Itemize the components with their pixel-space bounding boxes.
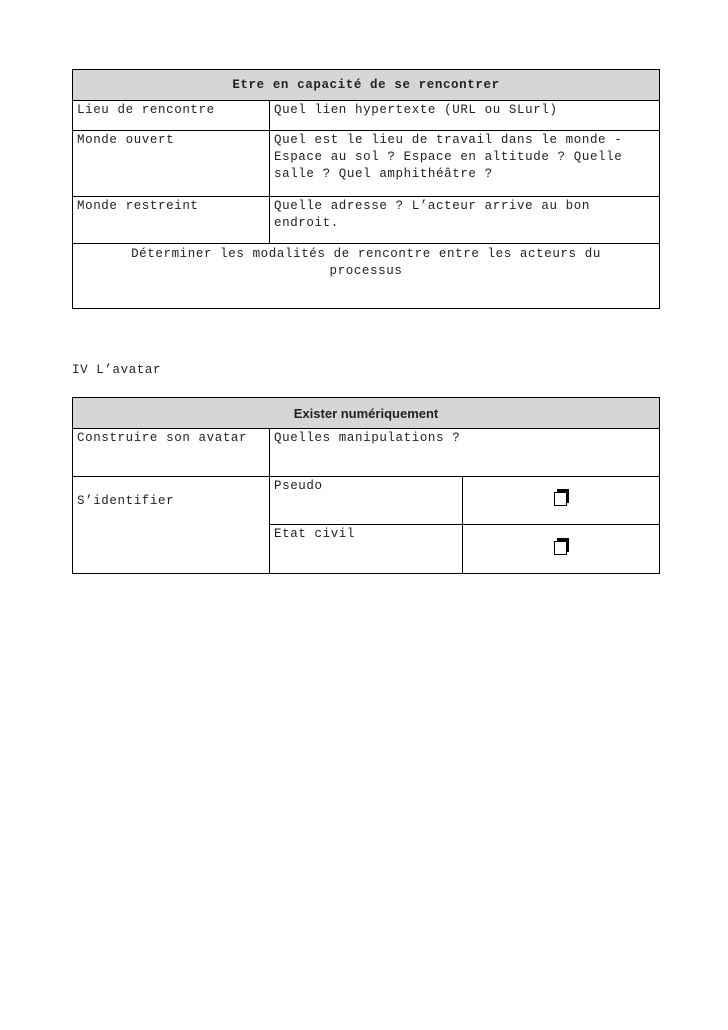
meeting-place-value: Quel lien hypertexte (URL ou SLurl) <box>270 101 660 131</box>
civil-status-label: Etat civil <box>270 525 463 574</box>
restricted-world-value: Quelle adresse ? L’acteur arrive au bon endroit. <box>270 197 660 244</box>
meeting-place-label: Lieu de rencontre <box>73 101 270 131</box>
open-world-label: Monde ouvert <box>73 131 270 197</box>
meeting-table <box>72 69 660 309</box>
checkbox-icon[interactable] <box>554 538 569 555</box>
open-world-value: Quel est le lieu de travail dans le monde - Espace au sol ? Espace en altitude ? Quelle salle ? Quel amphithéâtre ? <box>270 131 660 197</box>
restricted-world-label: Monde restreint <box>73 197 270 244</box>
meeting-table-footer: Déterminer les modalités de rencontre entre les acteurs du processus <box>73 244 660 309</box>
section-heading: IV L’avatar <box>72 363 162 377</box>
civil-status-checkbox-cell[interactable] <box>463 525 660 574</box>
identify-label: S’identifier <box>73 477 270 574</box>
pseudo-label: Pseudo <box>270 477 463 525</box>
build-avatar-label: Construire son avatar <box>73 429 270 477</box>
build-avatar-value: Quelles manipulations ? <box>270 429 660 477</box>
pseudo-checkbox-cell[interactable] <box>463 477 660 525</box>
avatar-table-header: Exister numériquement <box>73 398 660 429</box>
meeting-table-header: Etre en capacité de se rencontrer <box>73 70 660 101</box>
checkbox-icon[interactable] <box>554 489 569 506</box>
avatar-table <box>72 397 660 574</box>
